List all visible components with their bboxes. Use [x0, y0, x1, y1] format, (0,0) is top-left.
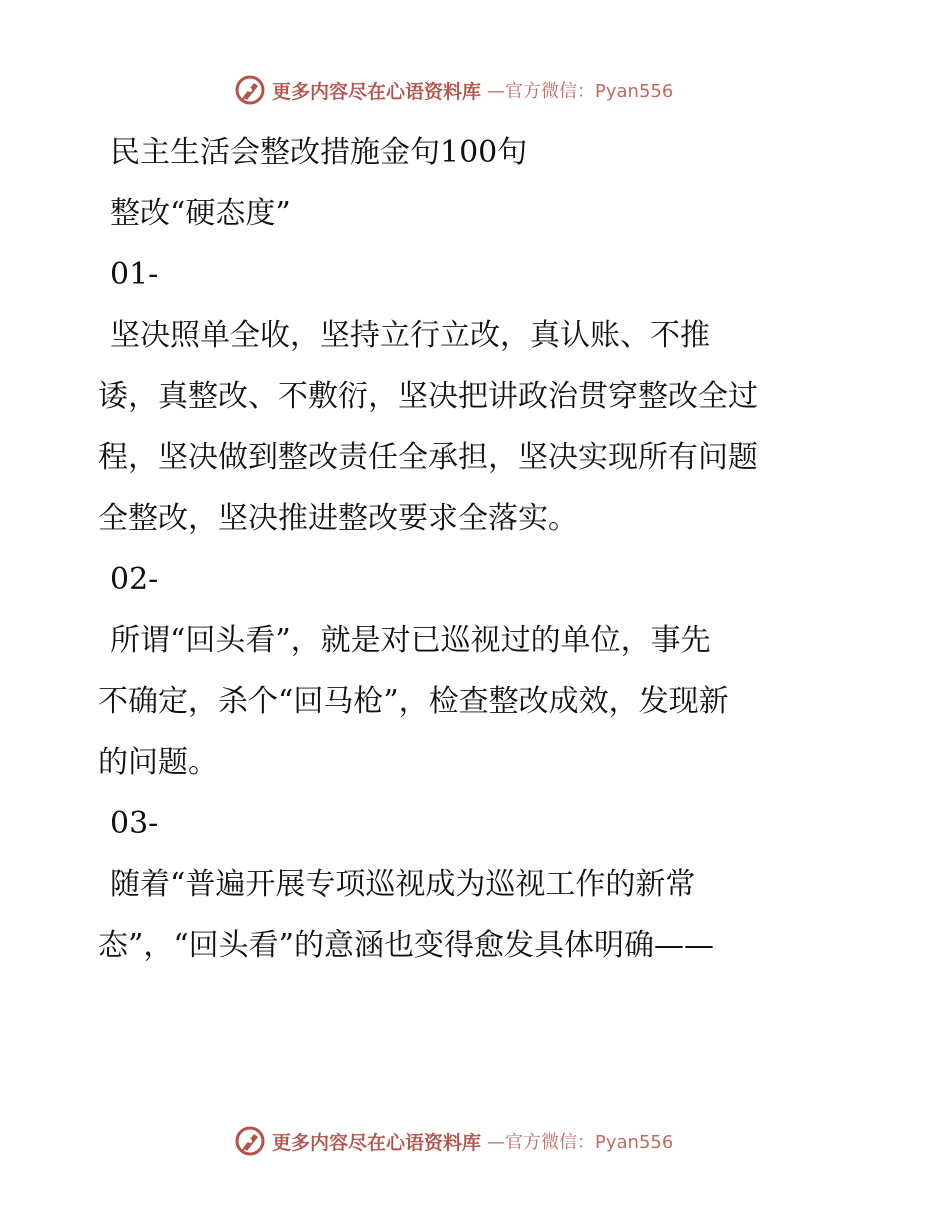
- pen-logo-icon: [234, 74, 266, 106]
- watermark-wechat-text: —官方微信：Pyan556: [487, 1132, 674, 1153]
- watermark-wechat-text: —官方微信：Pyan556: [487, 81, 674, 102]
- paragraph-line: 所谓“回头看”，就是对已巡视过的单位，事先: [110, 623, 711, 658]
- pen-logo-icon: [234, 1125, 266, 1157]
- watermark-lead-text: 更多内容尽在心语资料库: [272, 1131, 482, 1154]
- footer-watermark: [234, 1124, 673, 1158]
- paragraph-line: 坚决照单全收，坚持立行立改，真认账、不推: [110, 318, 710, 353]
- paragraph-line: 的问题。: [98, 745, 218, 780]
- paragraph-line: 程，坚决做到整改责任全承担，坚决实现所有问题: [98, 440, 758, 475]
- paragraph-line: 态”，“回头看”的意涵也变得愈发具体明确——: [98, 928, 715, 963]
- item-number: 02-: [110, 562, 159, 597]
- document-title: 民主生活会整改措施金句100句: [110, 135, 528, 170]
- paragraph-line: 不确定，杀个“回马枪”，检查整改成效，发现新: [98, 684, 729, 719]
- item-number: 03-: [110, 806, 159, 841]
- item-number: 01-: [110, 257, 159, 292]
- document-body: [98, 122, 858, 976]
- section-heading: 整改“硬态度”: [110, 196, 291, 231]
- paragraph-line: 随着“普遍开展专项巡视成为巡视工作的新常: [110, 867, 696, 902]
- paragraph-line: 全整改，坚决推进整改要求全落实。: [98, 501, 578, 536]
- watermark-lead-text: 更多内容尽在心语资料库: [272, 80, 482, 103]
- header-watermark: [234, 73, 673, 107]
- paragraph-line: 诿，真整改、不敷衍，坚决把讲政治贯穿整改全过: [98, 379, 758, 414]
